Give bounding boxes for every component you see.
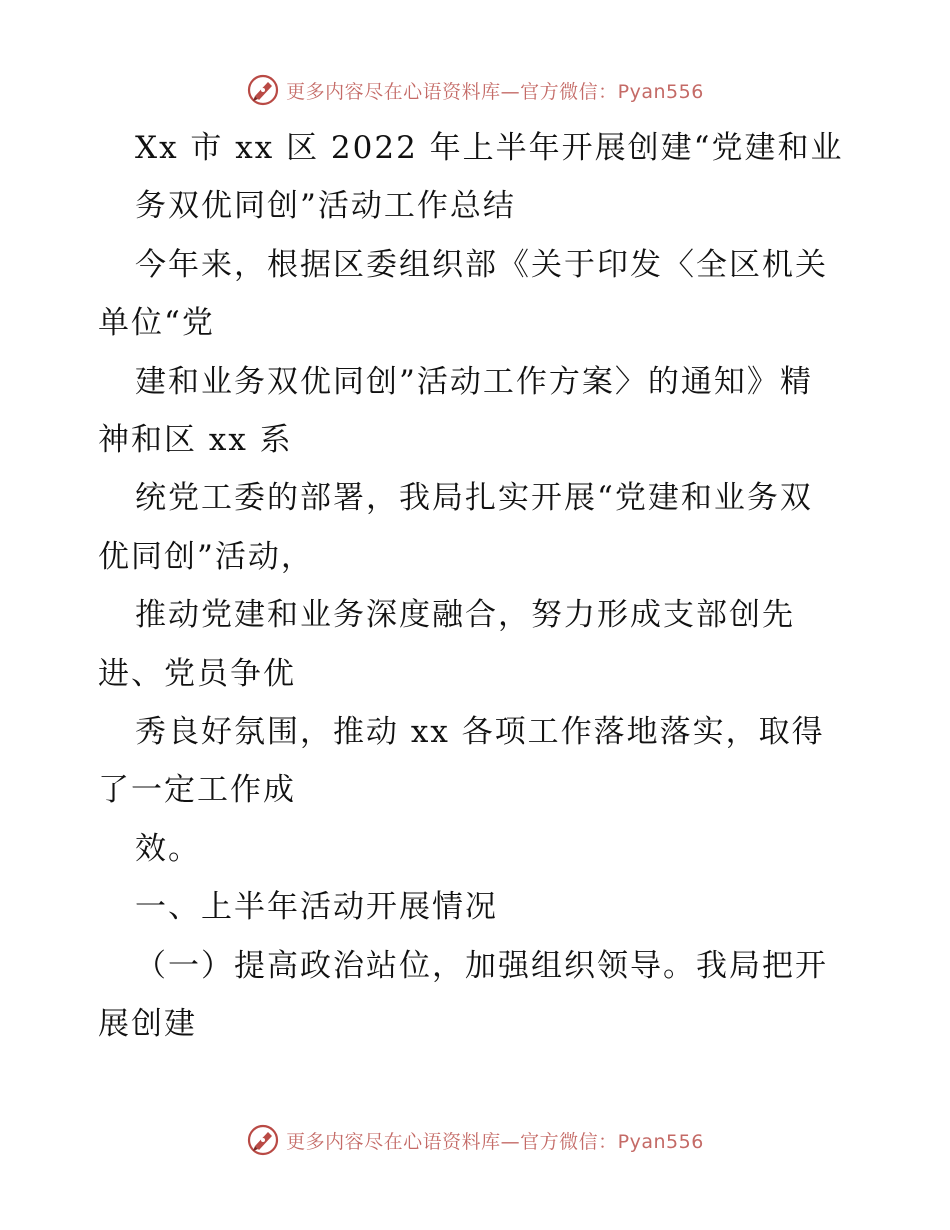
footer-banner [0, 1120, 950, 1160]
doc-text-line: 单位“党 [98, 305, 215, 341]
section-heading: 一、上半年活动开展情况 [135, 889, 498, 925]
footer-banner-content [246, 1123, 704, 1157]
doc-text-line: 了一定工作成 [98, 772, 296, 808]
doc-text-line: 效。 [135, 831, 201, 867]
doc-title-line-1: Xx 市 xx 区 2022 年上半年开展创建“党建和业 [135, 130, 844, 166]
doc-text-line: 秀良好氛围，推动 xx 各项工作落地落实，取得 [135, 714, 825, 750]
doc-text-line: 建和业务双优同创”活动工作方案〉的通知》精 [135, 364, 813, 400]
doc-text-line: 进、党员争优 [98, 656, 296, 692]
pen-logo-icon [246, 1123, 280, 1157]
doc-title-line-2: 务双优同创”活动工作总结 [135, 188, 516, 224]
doc-text-line: 推动党建和业务深度融合，努力形成支部创先 [135, 597, 795, 633]
doc-text-line: 展创建 [98, 1006, 197, 1042]
doc-text-line: 优同创”活动， [98, 539, 314, 575]
doc-text-line: 统党工委的部署，我局扎实开展“党建和业务双 [135, 480, 813, 516]
subsection-heading: （一）提高政治站位，加强组织领导。我局把开 [135, 948, 828, 984]
doc-text-line: 神和区 xx 系 [98, 422, 293, 458]
doc-text-line: 今年来，根据区委组织部《关于印发〈全区机关 [135, 247, 828, 283]
footer-banner-text: 更多内容尽在心语资料库—官方微信：Pyan556 [286, 1130, 704, 1153]
header-banner-text: 更多内容尽在心语资料库—官方微信：Pyan556 [286, 80, 704, 103]
